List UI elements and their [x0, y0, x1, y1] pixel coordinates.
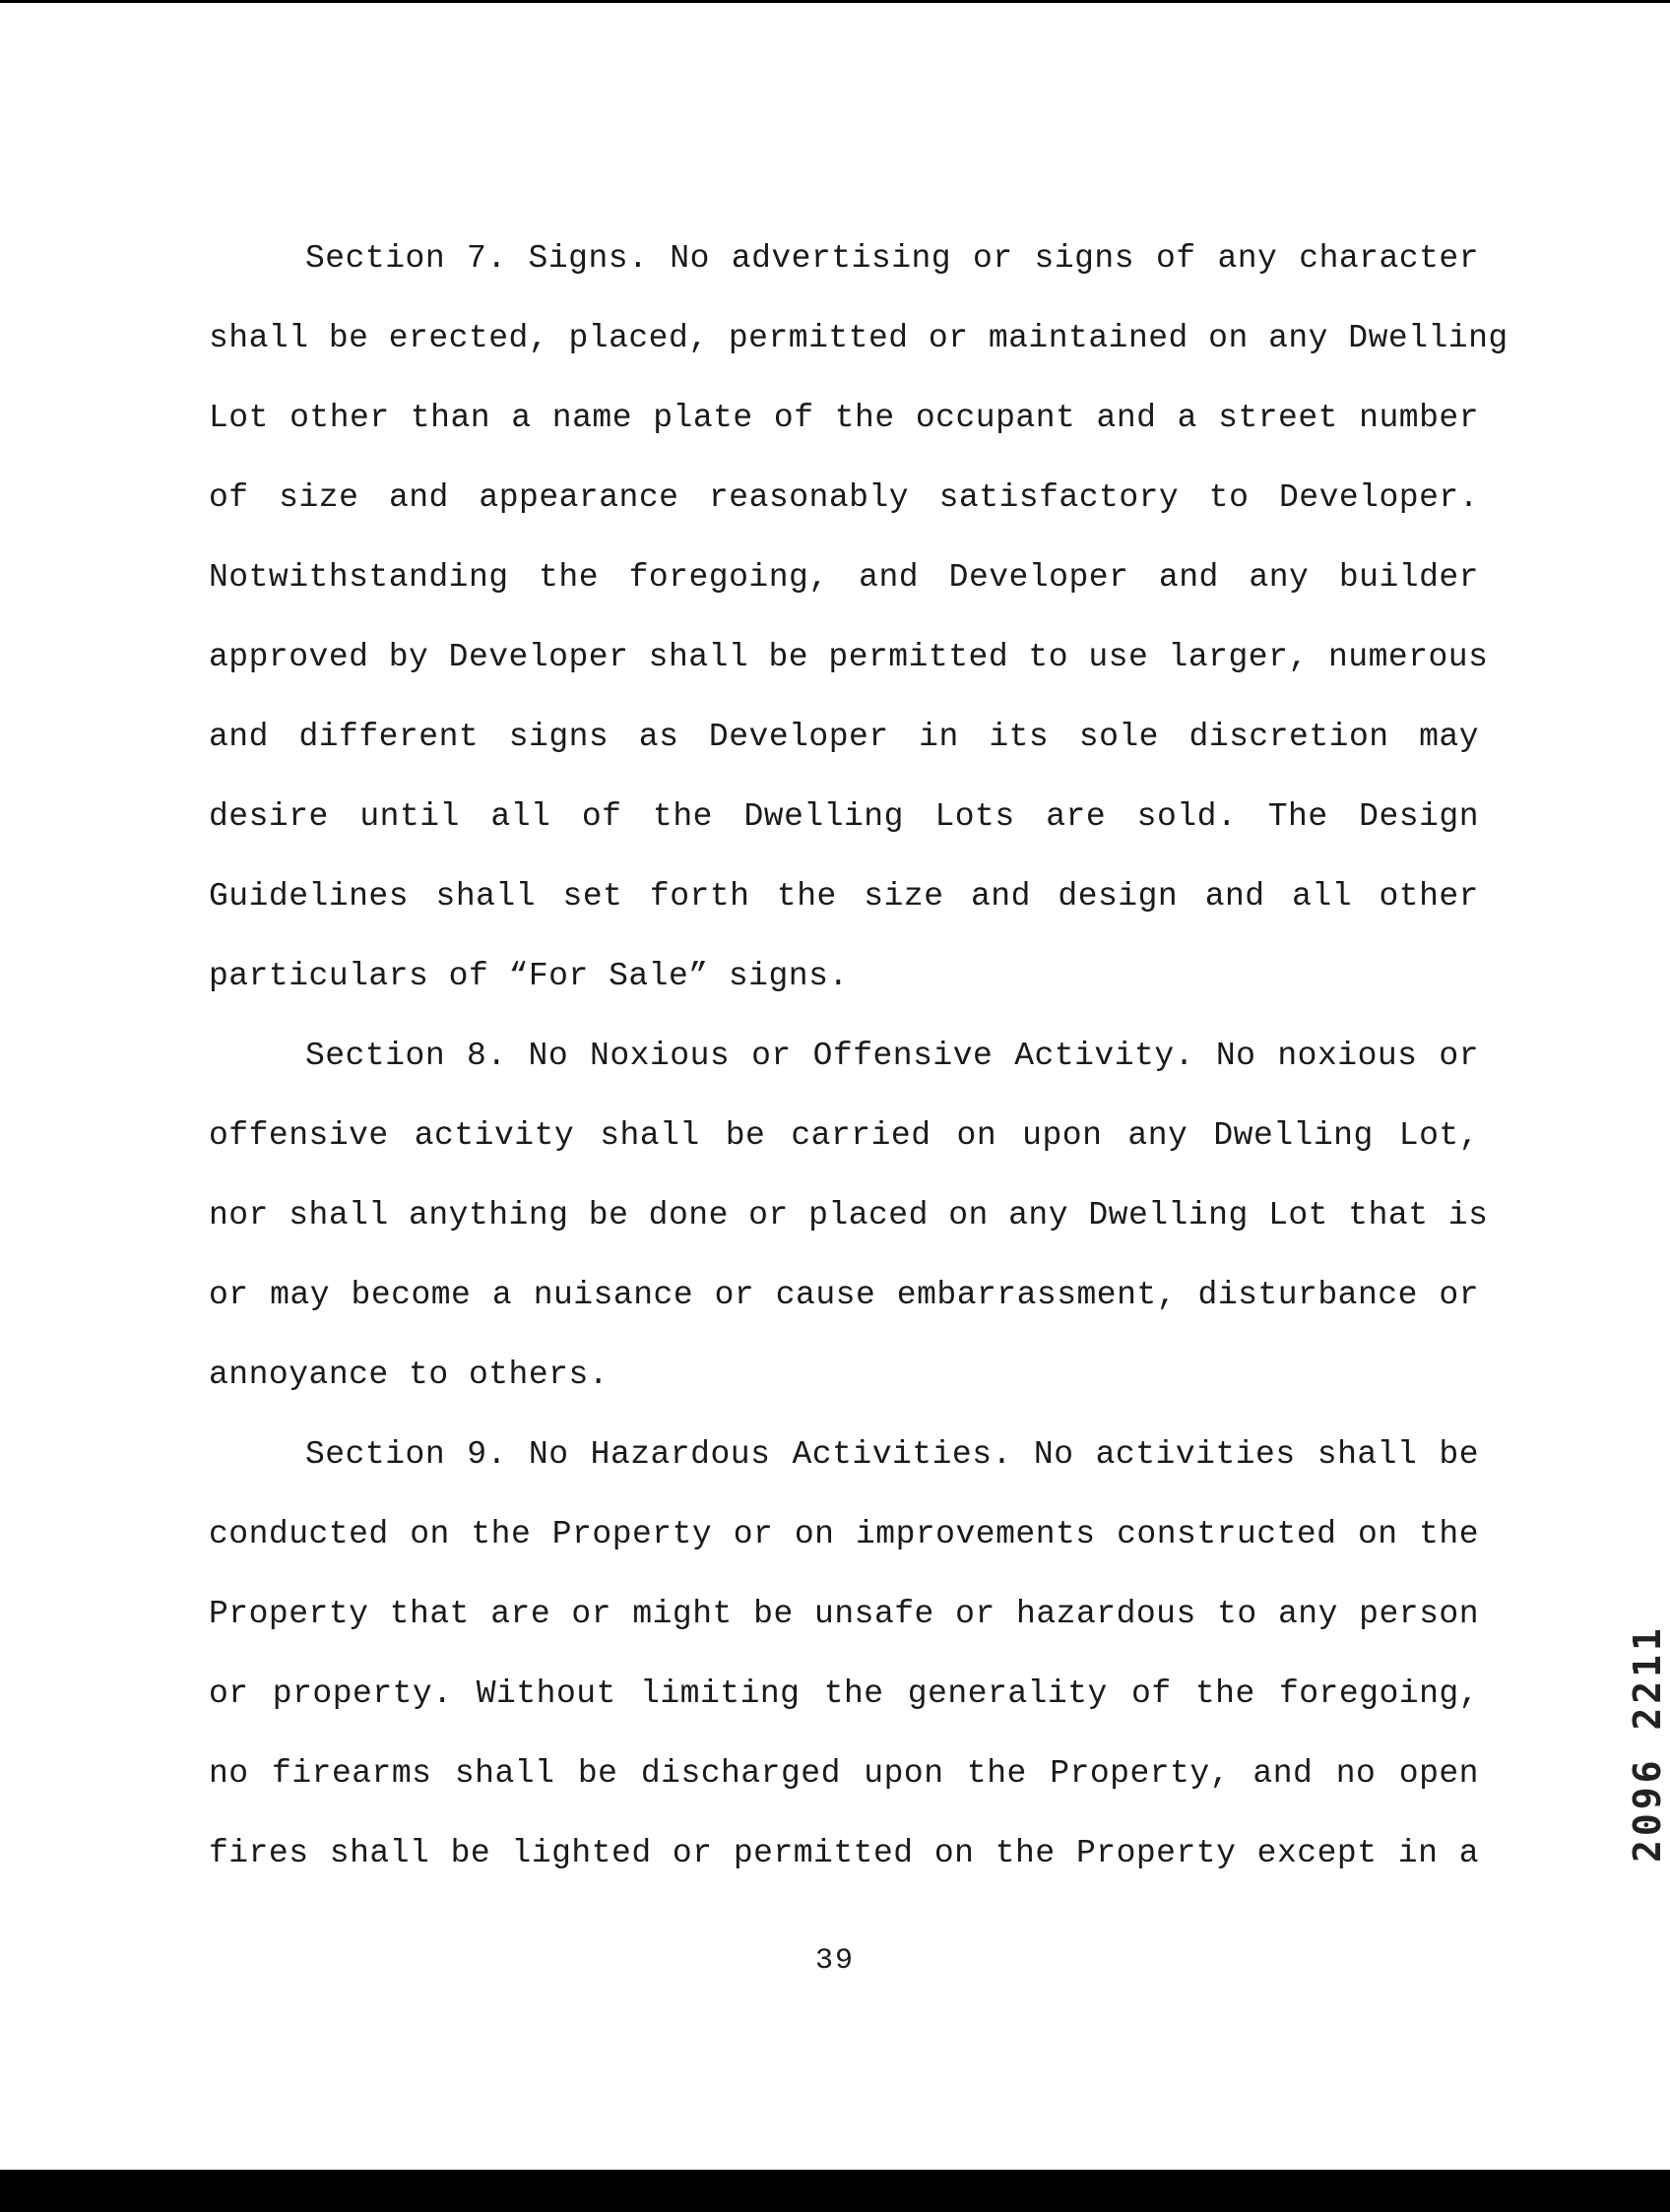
text-line: fires shall be lighted or permitted on the Property except in a [209, 1835, 1479, 1871]
text-line: shall be erected, placed, permitted or maintained on any Dwelling [209, 320, 1509, 356]
text-line: or property. Without limiting the generality of the foregoing, [209, 1675, 1479, 1712]
text-line: desire until all of the Dwelling Lots are sold. The Design [209, 798, 1479, 835]
text-line: conducted on the Property or on improvements constructed on the [209, 1516, 1479, 1552]
text-line: or may become a nuisance or cause embarrassment, disturbance or [209, 1277, 1479, 1313]
paragraph-section-8 [209, 1016, 1489, 1415]
text-line: Section 8. No Noxious or Offensive Activity. No noxious or [305, 1038, 1479, 1074]
text-line: Section 9. No Hazardous Activities. No activities shall be [305, 1436, 1479, 1473]
text-line: Lot other than a name plate of the occupant and a street number [209, 400, 1479, 436]
text-line: no firearms shall be discharged upon the Property, and no open [209, 1755, 1479, 1792]
scan-bottom-border [0, 2170, 1670, 2212]
text-line: approved by Developer shall be permitted to use larger, numerous [209, 639, 1489, 675]
text-line: of size and appearance reasonably satisfactory to Developer. [209, 479, 1479, 516]
text-line: Property that are or might be unsafe or hazardous to any person [209, 1596, 1479, 1632]
text-line: Section 7. Signs. No advertising or signs of any character [305, 240, 1479, 277]
text-line: offensive activity shall be carried on upon any Dwelling Lot, [209, 1117, 1479, 1154]
scan-top-border [0, 0, 1670, 3]
text-line: nor shall anything be done or placed on any Dwelling Lot that is [209, 1197, 1489, 1233]
text-line: particulars of “For Sale” signs. [209, 958, 849, 994]
text-line: and different signs as Developer in its sole discretion may [209, 719, 1479, 755]
text-line: annoyance to others. [209, 1357, 610, 1393]
paragraph-section-7 [209, 219, 1509, 1016]
paragraph-section-9 [209, 1415, 1479, 1893]
text-line: Notwithstanding the foregoing, and Developer and any builder [209, 559, 1479, 596]
page-number: 39 [814, 1944, 855, 1978]
text-line: Guidelines shall set forth the size and design and all other [209, 878, 1479, 915]
recording-stamp [1627, 1548, 1668, 1863]
document-body [209, 219, 1509, 1893]
recording-stamp-number: 2096 2211 [1626, 1624, 1669, 1863]
